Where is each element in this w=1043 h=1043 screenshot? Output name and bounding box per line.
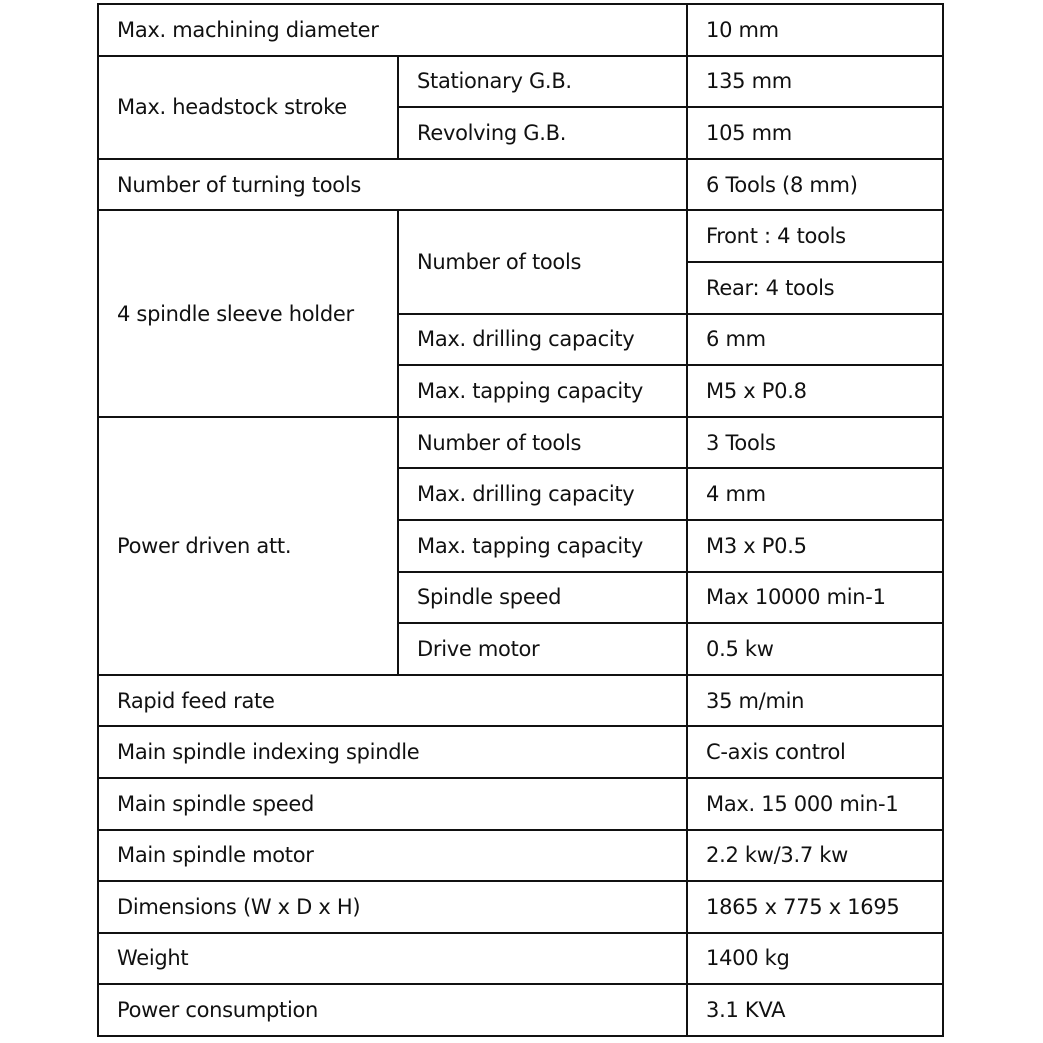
spec-sublabel: Max. tapping capacity bbox=[398, 520, 687, 572]
spec-sublabel: Max. drilling capacity bbox=[398, 468, 687, 520]
spec-value: 3 Tools bbox=[687, 417, 943, 469]
spec-value: Rear: 4 tools bbox=[687, 262, 943, 314]
spec-label: Max. machining diameter bbox=[98, 4, 687, 56]
spec-value: Max. 15 000 min-1 bbox=[687, 778, 943, 830]
spec-value: 4 mm bbox=[687, 468, 943, 520]
spec-label: Main spindle motor bbox=[98, 830, 687, 882]
machine-specification-table bbox=[97, 3, 944, 1037]
spec-label: Power consumption bbox=[98, 984, 687, 1036]
spec-group-label: Power driven att. bbox=[98, 417, 398, 675]
spec-label: Main spindle speed bbox=[98, 778, 687, 830]
spec-value: 135 mm bbox=[687, 56, 943, 108]
spec-value: 2.2 kw/3.7 kw bbox=[687, 830, 943, 882]
spec-value: Max 10000 min-1 bbox=[687, 572, 943, 624]
spec-label: Main spindle indexing spindle bbox=[98, 726, 687, 778]
spec-sublabel: Max. tapping capacity bbox=[398, 365, 687, 417]
spec-value: 6 Tools (8 mm) bbox=[687, 159, 943, 211]
spec-sublabel: Spindle speed bbox=[398, 572, 687, 624]
spec-sublabel: Revolving G.B. bbox=[398, 107, 687, 159]
table-row bbox=[98, 675, 943, 727]
spec-value: 105 mm bbox=[687, 107, 943, 159]
table-row bbox=[98, 984, 943, 1036]
spec-group-label: Max. headstock stroke bbox=[98, 56, 398, 159]
table-row bbox=[98, 881, 943, 933]
table-row bbox=[98, 4, 943, 56]
table-row bbox=[98, 830, 943, 882]
table-row bbox=[98, 210, 943, 262]
table-row bbox=[98, 778, 943, 830]
spec-value: 1865 x 775 x 1695 bbox=[687, 881, 943, 933]
table-row bbox=[98, 933, 943, 985]
spec-label: Number of turning tools bbox=[98, 159, 687, 211]
spec-sublabel: Stationary G.B. bbox=[398, 56, 687, 108]
spec-sublabel: Number of tools bbox=[398, 417, 687, 469]
spec-value: 35 m/min bbox=[687, 675, 943, 727]
table-row bbox=[98, 56, 943, 108]
table-row bbox=[98, 726, 943, 778]
spec-value: C-axis control bbox=[687, 726, 943, 778]
spec-label: Weight bbox=[98, 933, 687, 985]
spec-value: Front : 4 tools bbox=[687, 210, 943, 262]
spec-value: 6 mm bbox=[687, 314, 943, 366]
spec-value: M3 x P0.5 bbox=[687, 520, 943, 572]
spec-value: 3.1 KVA bbox=[687, 984, 943, 1036]
table-row bbox=[98, 417, 943, 469]
spec-value: 0.5 kw bbox=[687, 623, 943, 675]
spec-value: 1400 kg bbox=[687, 933, 943, 985]
spec-sublabel: Drive motor bbox=[398, 623, 687, 675]
spec-label: Rapid feed rate bbox=[98, 675, 687, 727]
spec-value: 10 mm bbox=[687, 4, 943, 56]
spec-sublabel: Max. drilling capacity bbox=[398, 314, 687, 366]
table-row bbox=[98, 159, 943, 211]
spec-group-label: 4 spindle sleeve holder bbox=[98, 210, 398, 416]
spec-sublabel: Number of tools bbox=[398, 210, 687, 313]
spec-label: Dimensions (W x D x H) bbox=[98, 881, 687, 933]
spec-value: M5 x P0.8 bbox=[687, 365, 943, 417]
